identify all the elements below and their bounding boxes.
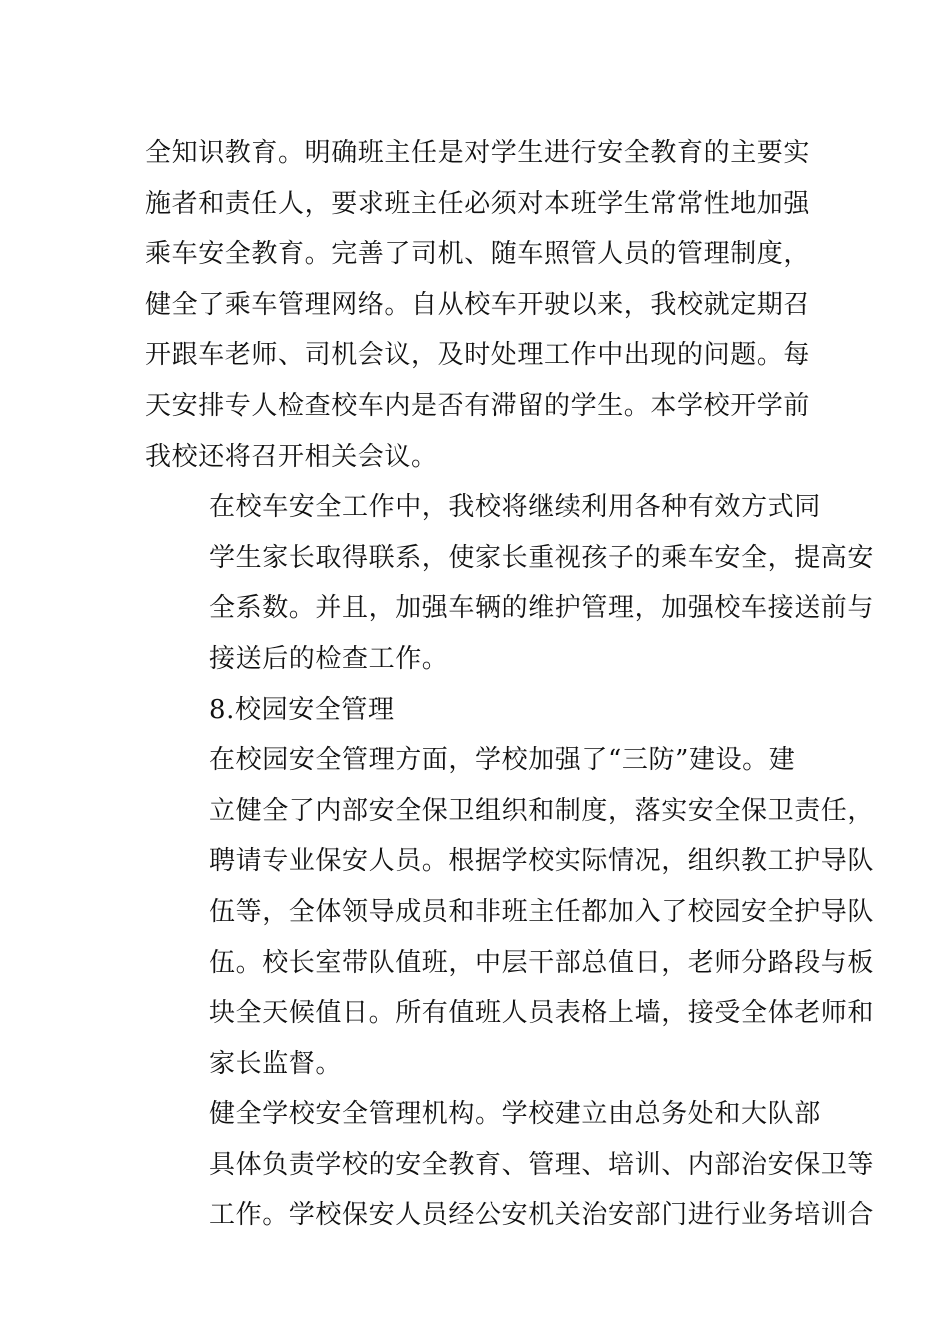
text-line: 学生家长取得联系，使家长重视孩子的乘车安全，提高安	[209, 542, 875, 573]
text-line: 伍等，全体领导成员和非班主任都加入了校园安全护导队	[209, 896, 875, 927]
text-line: 在校车安全工作中，我校将继续利用各种有效方式同	[209, 492, 821, 523]
paragraph-safety-organization	[145, 1089, 875, 1241]
text-line: 家长监督。	[209, 1048, 343, 1079]
document-body	[145, 128, 875, 1241]
text-line: 天安排专人检查校车内是否有滞留的学生。本学校开学前	[145, 390, 811, 421]
text-line: 全系数。并且，加强车辆的维护管理，加强校车接送前与	[209, 593, 875, 624]
text-line: 接送后的检查工作。	[209, 643, 449, 674]
paragraph-school-bus-education	[145, 128, 810, 482]
paragraph-school-bus-work	[145, 482, 875, 684]
text-line: 乘车安全教育。完善了司机、随车照管人员的管理制度，	[145, 239, 811, 270]
section-heading-text: 8.校园安全管理	[209, 694, 395, 725]
text-line: 在校园安全管理方面，学校加强了“三防”建设。建	[209, 745, 796, 776]
text-line: 全知识教育。明确班主任是对学生进行安全教育的主要实	[145, 138, 811, 168]
text-line: 伍。校长室带队值班，中层干部总值日，老师分路段与板	[209, 947, 875, 978]
section-heading	[145, 685, 810, 736]
text-line: 立健全了内部安全保卫组织和制度，落实安全保卫责任，	[209, 795, 875, 826]
text-line: 施者和责任人，要求班主任必须对本班学生常常性地加强	[145, 188, 811, 219]
text-line: 聘请专业保安人员。根据学校实际情况，组织教工护导队	[209, 846, 875, 877]
text-line: 块全天候值日。所有值班人员表格上墙，接受全体老师和	[209, 998, 875, 1029]
text-line: 健全了乘车管理网络。自从校车开驶以来，我校就定期召	[145, 289, 811, 320]
text-line: 工作。学校保安人员经公安机关治安部门进行业务培训合	[209, 1200, 875, 1231]
text-line: 开跟车老师、司机会议，及时处理工作中出现的问题。每	[145, 340, 811, 371]
paragraph-campus-safety	[145, 735, 875, 1089]
text-line: 我校还将召开相关会议。	[145, 441, 438, 472]
text-line: 具体负责学校的安全教育、管理、培训、内部治安保卫等	[209, 1149, 875, 1180]
text-line: 健全学校安全管理机构。学校建立由总务处和大队部	[209, 1099, 821, 1130]
